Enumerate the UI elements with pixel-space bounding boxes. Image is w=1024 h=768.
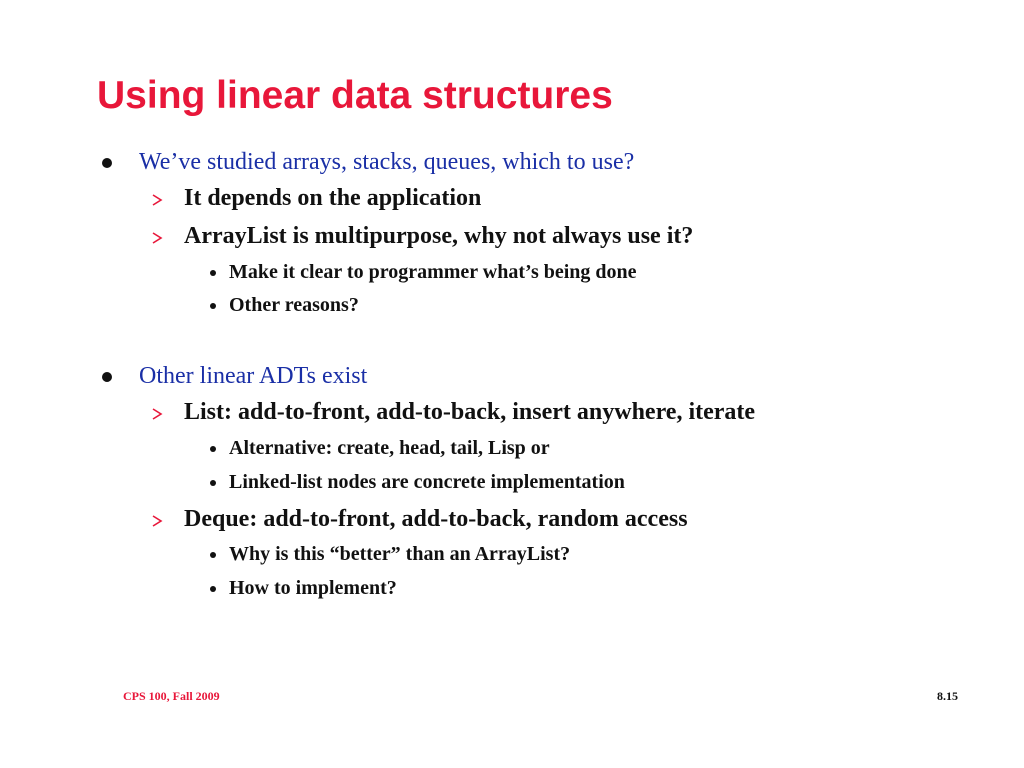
bullet-dot-icon [102,372,112,382]
chevron-arrow-icon [152,407,164,421]
bullet-dot-icon [102,158,112,168]
list-item: List: add-to-front, add-to-back, insert anywhere, iterate [184,399,756,425]
section-heading: We’ve studied arrays, stacks, queues, which to use? [139,149,635,175]
slide-title: Using linear data structures [97,74,613,117]
section-heading: Other linear ADTs exist [139,363,368,389]
footer-course: CPS 100, Fall 2009 [123,689,220,703]
sub-list-item: Other reasons? [229,294,359,316]
small-dot-icon [210,552,216,558]
small-dot-icon [210,270,216,276]
chevron-arrow-icon [152,514,164,528]
small-dot-icon [210,446,216,452]
sub-list-item: Why is this “better” than an ArrayList? [229,543,571,565]
small-dot-icon [210,586,216,592]
small-dot-icon [210,480,216,486]
sub-list-item: Linked-list nodes are concrete implementation [229,471,625,493]
sub-list-item: How to implement? [229,577,397,599]
page-number: 8.15 [937,689,958,703]
chevron-arrow-icon [152,231,164,245]
sub-list-item: Make it clear to programmer what’s being done [229,261,637,283]
list-item: ArrayList is multipurpose, why not always use it? [184,223,694,249]
sub-list-item: Alternative: create, head, tail, Lisp or [229,437,550,459]
chevron-arrow-icon [152,193,164,207]
small-dot-icon [210,303,216,309]
list-item: Deque: add-to-front, add-to-back, random access [184,506,688,532]
list-item: It depends on the application [184,185,482,211]
